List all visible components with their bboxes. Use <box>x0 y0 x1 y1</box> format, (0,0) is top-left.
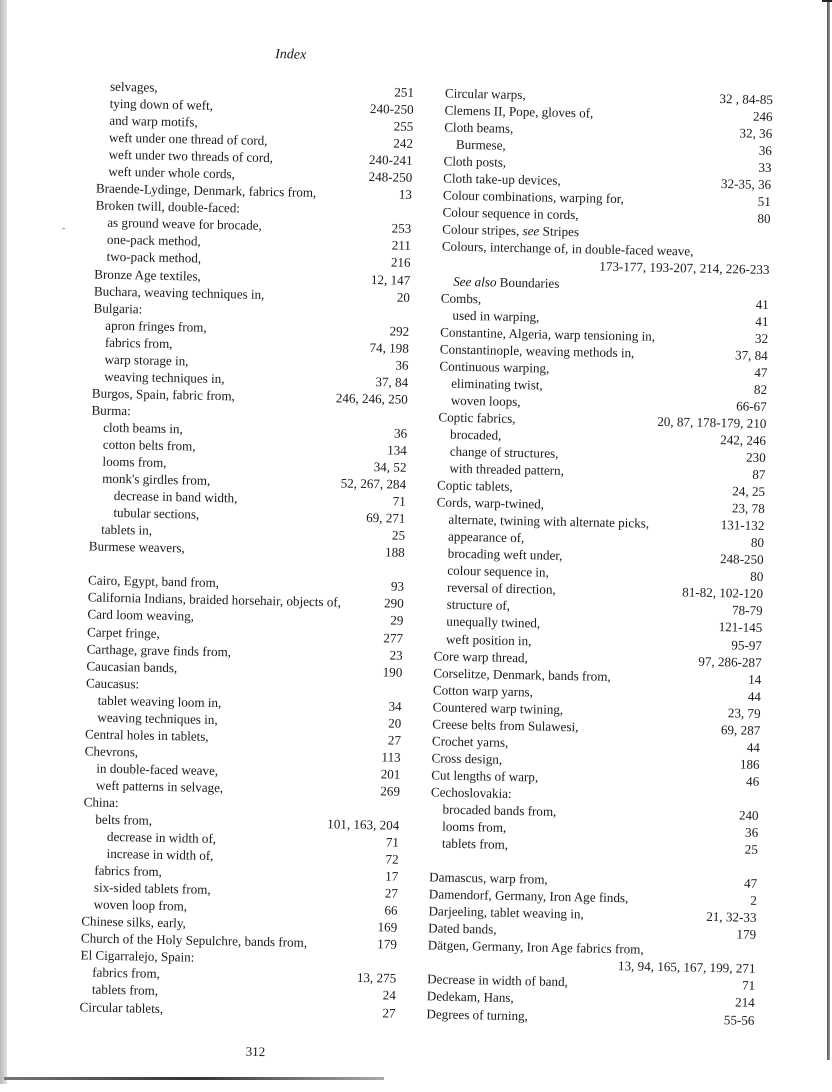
entry-term: woven loop from, <box>93 896 188 914</box>
entry-term: tablets from, <box>91 982 159 999</box>
entry-page-refs: 41 <box>755 296 769 312</box>
entry-page-refs: 27 <box>382 1004 396 1021</box>
entry-term: with threaded pattern, <box>449 460 565 478</box>
cross-reference-target: Boundaries <box>499 274 560 291</box>
entry-page-refs: 251 <box>394 84 415 100</box>
entry-page-refs: 230 <box>745 449 766 465</box>
entry-term: Degrees of turning, <box>426 1005 529 1023</box>
entry-term: El Cigarralejo, Spain: <box>80 947 195 966</box>
entry-page-refs: 95-97 <box>731 636 763 653</box>
entry-term: Crochet yarns, <box>431 733 509 750</box>
entry-term: Corselitze, Denmark, bands from, <box>433 664 611 684</box>
entry-term: cotton belts from, <box>102 436 196 454</box>
entry-term: Burmese, <box>455 136 506 153</box>
entry-term: Combs, <box>440 290 482 306</box>
entry-page-refs: 248-250 <box>719 551 764 568</box>
entry-page-refs: 246 <box>752 108 773 125</box>
entry-term: looms from, <box>442 818 507 835</box>
entry-page-refs: 80 <box>750 534 765 551</box>
entry-page-refs: 14 <box>748 671 762 687</box>
entry-page-refs: 37, 84 <box>734 347 768 363</box>
entry-term: Cloth beams, <box>444 119 514 136</box>
entry-page-refs: 44 <box>747 688 762 704</box>
entry-term: Constantinople, weaving methods in, <box>439 341 635 361</box>
index-column-left <box>79 78 414 1022</box>
entry-page-refs: 277 <box>383 629 404 646</box>
entry-term: weft under two threads of cord, <box>108 146 274 166</box>
entry-page-refs: 93 <box>390 578 405 595</box>
entry-page-refs: 36 <box>395 357 409 373</box>
entry-page-refs: 37, 84 <box>375 373 409 390</box>
entry-term: looms from, <box>102 453 167 471</box>
entry-term: Carpet fringe, <box>86 623 160 641</box>
entry-term: Cords, warp-twined, <box>436 494 545 512</box>
entry-page-refs: 74, 198 <box>369 339 410 356</box>
entry-term: Damascus, warp from, <box>429 869 548 887</box>
entry-page-refs: 2 <box>750 892 757 909</box>
entry-page-refs: 41 <box>755 313 769 329</box>
entry-page-refs: 97, 286-287 <box>698 653 762 670</box>
entry-page-refs: 214 <box>734 994 755 1011</box>
entry-term: as ground weave for brocade, <box>107 215 262 234</box>
entry-page-refs: 20 <box>396 289 411 305</box>
entry-term: China: <box>83 794 119 811</box>
entry-term: weaving techniques in, <box>97 709 218 727</box>
entry-page-refs: 121-145 <box>718 619 763 636</box>
entry-term: Burmese weavers, <box>88 538 185 556</box>
entry-page-refs: 27 <box>384 885 399 901</box>
entry-page-refs: 46 <box>745 773 760 789</box>
entry-page-refs: 44 <box>746 739 761 755</box>
entry-term: weft under whole cords, <box>108 163 236 182</box>
entry-term: Coptic tablets, <box>436 477 513 495</box>
entry-term: change of structures, <box>449 443 559 461</box>
entry-page-refs: 69, 271 <box>366 510 406 526</box>
entry-page-refs: 33 <box>758 159 772 176</box>
entry-page-refs: 113 <box>381 749 401 765</box>
entry-page-refs: 24 <box>382 987 397 1004</box>
entry-page-refs: 80 <box>757 211 771 227</box>
entry-page-refs: 78-79 <box>731 602 763 619</box>
entry-page-refs: 255 <box>393 118 414 134</box>
entry-term: Colour combinations, warping for, <box>442 187 624 207</box>
entry-page-refs: 134 <box>387 442 407 458</box>
entry-page-refs: 32, 36 <box>739 125 773 142</box>
entry-term: appearance of, <box>447 528 525 546</box>
entry-term: selvages, <box>109 78 158 95</box>
entry-page-refs: 101, 163, 204 <box>327 816 400 833</box>
entry-term: California Indians, braided horsehair, objects of, <box>87 589 342 610</box>
entry-term: colour sequence in, <box>447 562 549 580</box>
entry-page-refs: 211 <box>391 237 412 254</box>
entry-term: Colour stripes, see Stripes <box>442 221 580 240</box>
entry-page-refs: 190 <box>382 663 403 680</box>
entry-term: fabrics from, <box>94 862 163 880</box>
entry-term: warp storage in, <box>104 351 189 369</box>
entry-term: eliminating twist, <box>451 375 543 393</box>
entry-page-refs: 169 <box>377 919 398 935</box>
entry-term: Cechoslovakia: <box>430 784 512 801</box>
entry-term: Darjeeling, tablet weaving in, <box>428 903 584 922</box>
entry-page-refs: 179 <box>736 926 757 943</box>
entry-page-refs: 32-35, 36 <box>720 176 772 193</box>
entry-term: brocaded, <box>449 426 502 443</box>
entry-page-refs: 80 <box>750 569 764 585</box>
entry-term: Cloth take-up devices, <box>443 170 561 189</box>
entry-page-refs: 292 <box>389 323 410 339</box>
entry-term: Coptic fabrics, <box>438 409 516 426</box>
entry-page-refs: 13, 275 <box>356 970 397 987</box>
entry-page-refs: 246, 246, 250 <box>335 390 408 407</box>
entry-term: Caucasus: <box>85 675 140 692</box>
entry-term: Broken twill, double-faced: <box>95 197 241 216</box>
entry-page-refs: 253 <box>391 220 412 237</box>
entry-term: in double-faced weave, <box>96 760 219 778</box>
entry-term: Buchara, weaving techniques in, <box>93 283 265 302</box>
entry-term: woven loops, <box>450 392 521 409</box>
entry-term: weft position in, <box>445 631 532 648</box>
entry-term: Cotton warp yarns, <box>432 682 534 700</box>
scan-edge-top <box>822 0 832 2</box>
entry-page-refs: 36 <box>758 142 773 159</box>
entry-page-refs: 81-82, 102-120 <box>682 584 764 602</box>
entry-term: Caucasian bands, <box>86 658 178 675</box>
entry-page-refs: 71 <box>741 978 756 994</box>
entry-term: Circular tablets, <box>79 998 164 1016</box>
entry-page-refs: 72 <box>385 851 399 867</box>
entry-term: tablet weaving loom in, <box>97 692 222 710</box>
entry-term: Dätgen, Germany, Iron Age fabrics from, <box>427 937 644 957</box>
entry-term: Colours, interchange of, in double-faced weave, <box>441 238 694 259</box>
entry-term: Dedekam, Hans, <box>426 988 514 1006</box>
entry-term: Card loom weaving, <box>87 606 195 625</box>
entry-page-refs: 25 <box>744 841 759 857</box>
entry-term: Chevrons, <box>84 743 139 760</box>
entry-term: monk's girdles from, <box>102 470 211 488</box>
entry-term: and warp motifs, <box>109 112 198 130</box>
entry-term: Chinese silks, early, <box>81 913 187 931</box>
entry-term: reversal of direction, <box>446 579 556 598</box>
entry-page-refs: 69, 287 <box>720 721 761 738</box>
entry-page-refs: 51 <box>757 194 772 210</box>
entry-term: decrease in width of, <box>106 828 217 847</box>
entry-term: six-sided tablets from, <box>93 879 211 898</box>
entry-term: Creese belts from Sulawesi, <box>432 716 579 735</box>
entry-page-refs: 66-67 <box>736 398 767 414</box>
entry-term: unequally twined, <box>446 614 541 631</box>
entry-page-refs: 12, 147 <box>370 271 411 288</box>
entry-term: tying down of weft, <box>109 95 214 113</box>
entry-term: Clemens II, Pope, gloves of, <box>444 102 594 121</box>
entry-term: cloth beams in, <box>103 419 183 437</box>
entry-page-refs: 71 <box>385 834 400 850</box>
entry-page-refs: 240 <box>738 807 759 823</box>
entry-page-refs: 269 <box>380 783 401 799</box>
entry-term: Cloth posts, <box>443 153 507 170</box>
entry-term: Dated bands, <box>428 920 497 937</box>
entry-page-refs: 21, 32-33 <box>706 909 757 926</box>
entry-term: Bulgaria: <box>93 300 143 317</box>
entry-page-refs: 87 <box>752 466 766 483</box>
entry-page-refs: 240-241 <box>368 152 413 169</box>
entry-term: Countered warp twining, <box>432 699 564 717</box>
entry-page-refs: 131-132 <box>720 517 765 534</box>
entry-page-refs: 47 <box>743 875 758 892</box>
entry-page-refs: 20, 87, 178-179, 210 <box>657 413 767 431</box>
entry-page-refs: 47 <box>754 364 768 380</box>
entry-term: increase in width of, <box>106 845 214 864</box>
entry-page-refs: 66 <box>384 902 398 918</box>
entry-page-refs: 290 <box>383 595 404 612</box>
entry-term: fabrics from, <box>92 965 161 982</box>
entry-term: Colour sequence in cords, <box>442 204 579 223</box>
entry-page-refs: 20 <box>388 715 402 731</box>
entry-term: Cairo, Egypt, band from, <box>87 572 220 591</box>
entry-page-refs: 36 <box>744 824 759 840</box>
entry-term: weft patterns in selvage, <box>95 777 224 796</box>
entry-page-refs: 216 <box>390 254 411 271</box>
entry-page-refs: 242 <box>393 135 414 151</box>
entry-term: apron fringes from, <box>105 317 207 335</box>
entry-term: tubular sections, <box>113 505 200 522</box>
entry-page-refs: 240-250 <box>369 101 414 117</box>
entry-page-refs: 32 <box>754 330 769 346</box>
entry-term: Circular warps, <box>444 85 526 103</box>
entry-term: Braende-Lydinge, Denmark, fabrics from, <box>95 180 317 201</box>
entry-page-refs: 201 <box>380 766 401 782</box>
entry-term: Cross design, <box>431 750 503 767</box>
entry-term: two-pack method, <box>106 249 202 267</box>
cross-reference-label: See also <box>453 273 497 290</box>
entry-page-refs: 242, 246 <box>720 432 767 448</box>
entry-term: decrease in band width, <box>113 488 238 506</box>
entry-page-refs: 27 <box>387 732 402 748</box>
entry-term: Burgos, Spain, fabric from, <box>91 385 236 404</box>
entry-term: Burma: <box>91 402 131 419</box>
entry-page-refs: 13, 94, 165, 167, 199, 271 <box>617 958 756 977</box>
entry-page-refs: 32 , 84-85 <box>719 91 774 108</box>
entry-term: Church of the Holy Sepulchre, bands from, <box>80 930 308 951</box>
entry-term: alternate, twining with alternate picks, <box>448 511 650 531</box>
entry-term: Cut lengths of warp, <box>431 767 539 785</box>
entry-page-refs: 186 <box>739 756 760 772</box>
entry-page-refs: 23, 79 <box>727 704 761 721</box>
entry-term: one-pack method, <box>106 232 201 250</box>
entry-term: structure of, <box>446 597 511 614</box>
cross-reference-label: see <box>522 223 540 239</box>
entry-page-refs: 52, 267, 284 <box>340 475 407 492</box>
entry-page-refs: 248-250 <box>368 169 413 186</box>
entry-page-refs: 34, 52 <box>373 459 407 475</box>
entry-page-refs: 173-177, 193-207, 214, 226-233 <box>599 259 770 278</box>
entry-page-refs: 23, 78 <box>731 500 765 517</box>
cross-reference-target: Stripes <box>542 223 580 240</box>
entry-term: Damendorf, Germany, Iron Age finds, <box>428 886 629 906</box>
entry-page-refs: 188 <box>384 544 405 561</box>
running-head: Index <box>275 47 307 63</box>
entry-page-refs: 179 <box>377 936 398 953</box>
entry-term: tablets from, <box>441 835 509 852</box>
entry-page-refs: 25 <box>391 527 406 543</box>
entry-term: fabrics from, <box>104 334 173 351</box>
entry-term: brocaded bands from, <box>442 801 557 819</box>
entry-term: weft under one thread of cord, <box>108 129 268 149</box>
entry-page-refs: 55-56 <box>723 1011 755 1028</box>
entry-page-refs: 36 <box>393 425 408 441</box>
entry-page-refs: 71 <box>392 493 406 509</box>
entry-term: weaving techniques in, <box>104 368 225 386</box>
entry-page-refs: 13 <box>398 186 413 203</box>
entry-page-refs: 29 <box>390 612 404 629</box>
entry-term: Central holes in tablets, <box>84 726 209 744</box>
entry-term: Constantine, Algeria, warp tensioning in, <box>440 324 656 344</box>
entry-term: used in warping, <box>452 307 540 325</box>
entry-term: Decrease in width of band, <box>427 971 569 990</box>
entry-page-refs: 82 <box>753 381 768 397</box>
entry-term: brocading weft under, <box>447 545 563 564</box>
entry-term: Continuous warping, <box>439 358 550 376</box>
index-column-right <box>426 84 773 1028</box>
entry-page-refs: 17 <box>385 868 399 884</box>
entry-term: tablets in, <box>100 521 153 538</box>
entry-page-refs: 23 <box>389 647 403 663</box>
entry-term: Core warp thread, <box>433 647 528 665</box>
entry-term: Carthage, grave finds from, <box>86 640 232 659</box>
entry-page-refs: 24, 25 <box>732 483 766 500</box>
page-number: 312 <box>245 1043 266 1060</box>
entry-term: belts from, <box>95 811 153 828</box>
entry-page-refs: 34 <box>388 698 402 714</box>
entry-term: Bronze Age textiles, <box>94 266 201 284</box>
